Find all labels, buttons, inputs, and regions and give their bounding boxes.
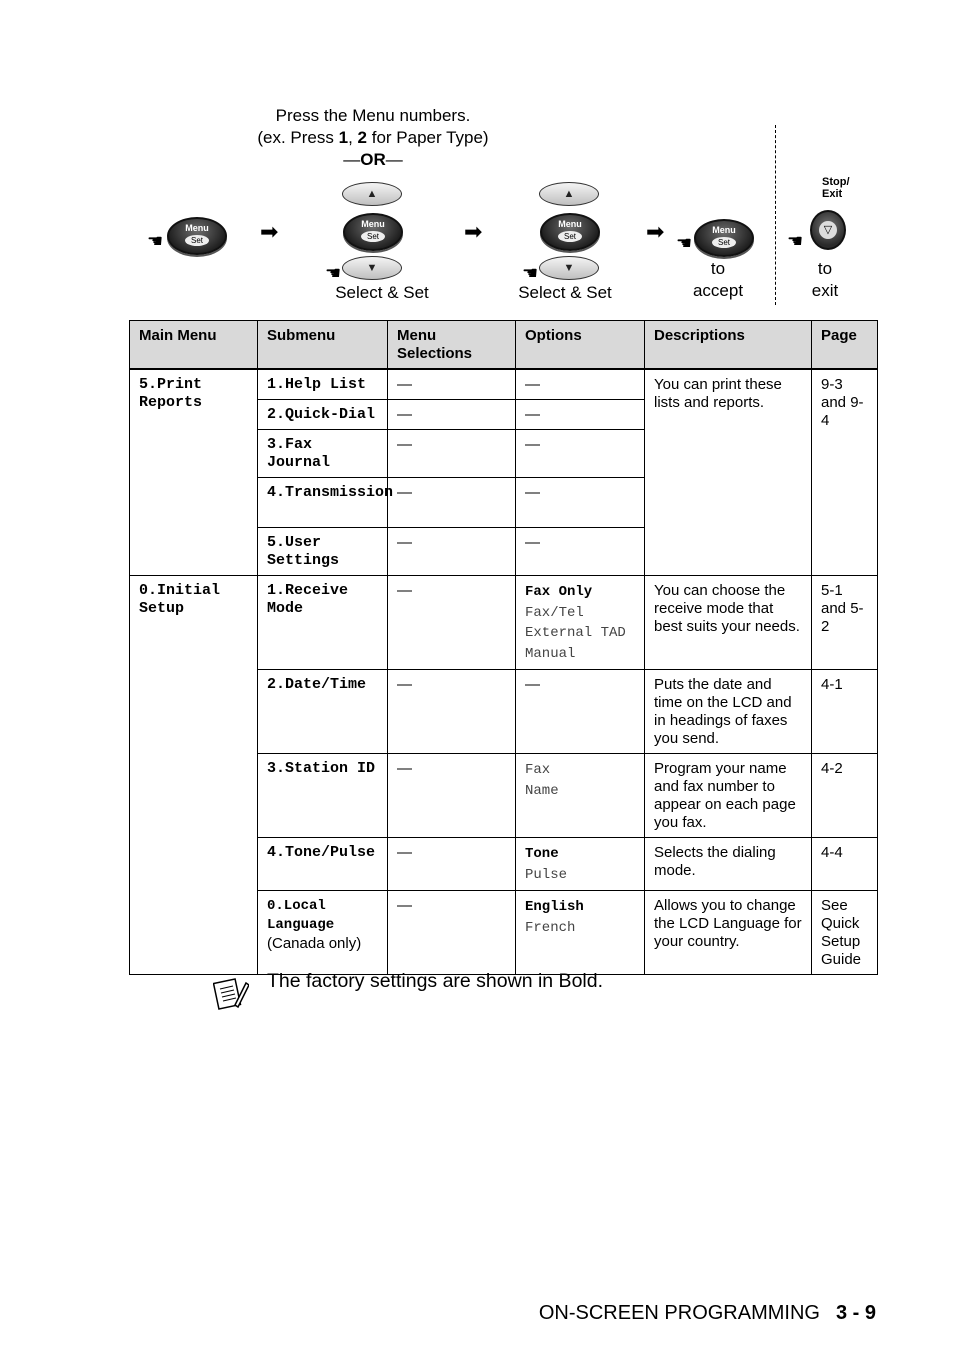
selection-cell: —: [388, 838, 516, 891]
menu-set-button-2[interactable]: [343, 213, 403, 251]
selection-cell: —: [388, 400, 516, 430]
description-cell: Selects the dialing mode.: [645, 838, 812, 891]
selection-cell: —: [388, 754, 516, 838]
menu-label: Menu: [712, 225, 736, 235]
menu-set-button-3[interactable]: [540, 213, 600, 251]
header-submenu: Submenu: [258, 321, 388, 370]
or-dash-left: —: [343, 150, 361, 169]
submenu-cell: 2.Date/Time: [258, 670, 388, 754]
submenu-cell: 3.Fax Journal: [258, 430, 388, 478]
accept-caption-line-1: to: [710, 259, 726, 278]
instruction-line-1: Press the Menu numbers.: [275, 106, 471, 125]
selection-cell: —: [388, 369, 516, 400]
page-cell: 4-2: [812, 754, 878, 838]
option-default: Tone: [525, 846, 559, 862]
option-cell: —: [516, 369, 645, 400]
instruction-text-post: for Paper Type): [367, 128, 489, 147]
set-label: Set: [558, 231, 582, 242]
description-cell: Puts the date and time on the LCD and in headings of faxes you send.: [645, 670, 812, 754]
header-main-menu: Main Menu: [130, 321, 258, 370]
main-menu-cell: 5.Print Reports: [130, 369, 258, 576]
stop-label-line-1: Stop/: [822, 176, 850, 188]
description-cell: Allows you to change the LCD Language for your country.: [645, 891, 812, 975]
option-item: French: [525, 919, 576, 936]
instructions: [200, 105, 546, 171]
option-cell: —: [516, 670, 645, 754]
submenu-cell: 4.Transmission: [258, 478, 388, 528]
pointing-hand-icon: ☚: [325, 263, 342, 283]
set-label: Set: [361, 231, 385, 242]
footer-section: ON-SCREEN PROGRAMMING: [538, 1302, 820, 1324]
option-default: English: [525, 899, 584, 915]
menu-label: Menu: [361, 219, 385, 229]
header-options: Options: [516, 321, 645, 370]
option-default: Fax Only: [525, 584, 593, 600]
option-cell: —: [516, 400, 645, 430]
option-cell: [516, 576, 645, 670]
header-menu-selections: Menu Selections: [388, 321, 516, 370]
flow-arrow-icon: ➡: [464, 219, 483, 244]
submenu-cell: 4.Tone/Pulse: [258, 838, 388, 891]
description-cell: Program your name and fax number to appear on each page you fax.: [645, 754, 812, 838]
pointing-hand-icon: ☚: [787, 231, 804, 251]
selection-cell: —: [388, 576, 516, 670]
menu-label: Menu: [558, 219, 582, 229]
page-cell: 4-4: [812, 838, 878, 891]
exit-caption-line-2: exit: [811, 281, 839, 300]
header-page: Page: [812, 321, 878, 370]
selection-cell: —: [388, 670, 516, 754]
stop-icon: ▽: [819, 221, 837, 239]
pointing-hand-icon: ☚: [147, 231, 164, 251]
or-dash-right: —: [385, 150, 403, 169]
option-item: Pulse: [525, 866, 568, 883]
set-label: Set: [185, 235, 209, 246]
option-item: Fax/Tel: [525, 604, 584, 621]
select-set-caption-1: Select & Set: [335, 283, 429, 302]
instruction-sep: ,: [348, 128, 358, 147]
accept-caption-line-2: accept: [692, 281, 744, 300]
option-cell: [516, 754, 645, 838]
main-menu-cell: 0.Initial Setup: [130, 576, 258, 975]
option-cell: —: [516, 528, 645, 576]
instruction-bold-1: 1: [338, 128, 349, 147]
or-label: OR: [360, 150, 386, 169]
option-cell: [516, 891, 645, 975]
page-cell: 5-1 and 5-2: [812, 576, 878, 670]
table-header-row: [130, 321, 878, 370]
down-arrow-button-1[interactable]: ▼: [342, 256, 402, 280]
option-cell: —: [516, 430, 645, 478]
footer-page-number: 3 - 9: [835, 1302, 876, 1324]
menu-set-button-1[interactable]: [167, 217, 227, 255]
submenu-cell: 2.Quick-Dial: [258, 400, 388, 430]
submenu-cell: 3.Station ID: [258, 754, 388, 838]
instruction-text: (ex. Press: [257, 128, 339, 147]
pointing-hand-icon: ☚: [522, 263, 539, 283]
instruction-line-2: [200, 127, 546, 149]
accept-caption: [678, 258, 758, 302]
up-arrow-button-1[interactable]: ▲: [342, 182, 402, 206]
page-footer: [539, 1300, 876, 1326]
stop-exit-label: [822, 176, 850, 200]
exit-caption-line-1: to: [817, 259, 833, 278]
submenu-note: (Canada only): [267, 935, 362, 952]
menu-label: Menu: [185, 223, 209, 233]
description-cell: You can choose the receive mode that best suits your needs.: [645, 576, 812, 670]
factory-settings-note: The factory settings are shown in Bold.: [267, 970, 604, 992]
select-set-caption-2: Select & Set: [518, 283, 612, 302]
option-item: Manual: [525, 645, 576, 662]
table-row: [130, 576, 878, 670]
set-label: Set: [712, 237, 736, 248]
down-arrow-button-2[interactable]: ▼: [539, 256, 599, 280]
note-pencil-icon: [213, 975, 249, 1011]
option-cell: —: [516, 478, 645, 528]
table-row: [130, 369, 878, 400]
exit-caption: [795, 258, 855, 302]
description-cell: You can print these lists and reports.: [645, 369, 812, 576]
submenu-cell: 1.Help List: [258, 369, 388, 400]
page-cell: 4-1: [812, 670, 878, 754]
stop-exit-button[interactable]: [810, 210, 846, 250]
dashed-divider: [775, 125, 776, 305]
menu-table: [129, 320, 878, 975]
submenu-cell: 1.Receive Mode: [258, 576, 388, 670]
submenu-cell: 5.User Settings: [258, 528, 388, 576]
option-item: Name: [525, 782, 559, 799]
option-item: Fax: [525, 762, 551, 778]
selection-cell: —: [388, 891, 516, 975]
flow-arrow-icon: ➡: [646, 219, 665, 244]
up-arrow-button-2[interactable]: ▲: [539, 182, 599, 206]
page-cell: See Quick Setup Guide: [812, 891, 878, 975]
menu-set-button-accept[interactable]: [694, 219, 754, 257]
stop-label-line-2: Exit: [822, 188, 843, 200]
option-item: External TAD: [525, 625, 626, 641]
selection-cell: —: [388, 430, 516, 478]
flow-arrow-icon: ➡: [260, 219, 279, 244]
instruction-bold-2: 2: [357, 128, 368, 147]
submenu-label: 0.Local Language: [267, 898, 335, 933]
pointing-hand-icon: ☚: [676, 233, 693, 253]
option-cell: [516, 838, 645, 891]
selection-cell: —: [388, 478, 516, 528]
or-line: [200, 149, 546, 171]
submenu-cell: [258, 891, 388, 975]
page-cell: 9-3 and 9-4: [812, 369, 878, 576]
selection-cell: —: [388, 528, 516, 576]
header-descriptions: Descriptions: [645, 321, 812, 370]
